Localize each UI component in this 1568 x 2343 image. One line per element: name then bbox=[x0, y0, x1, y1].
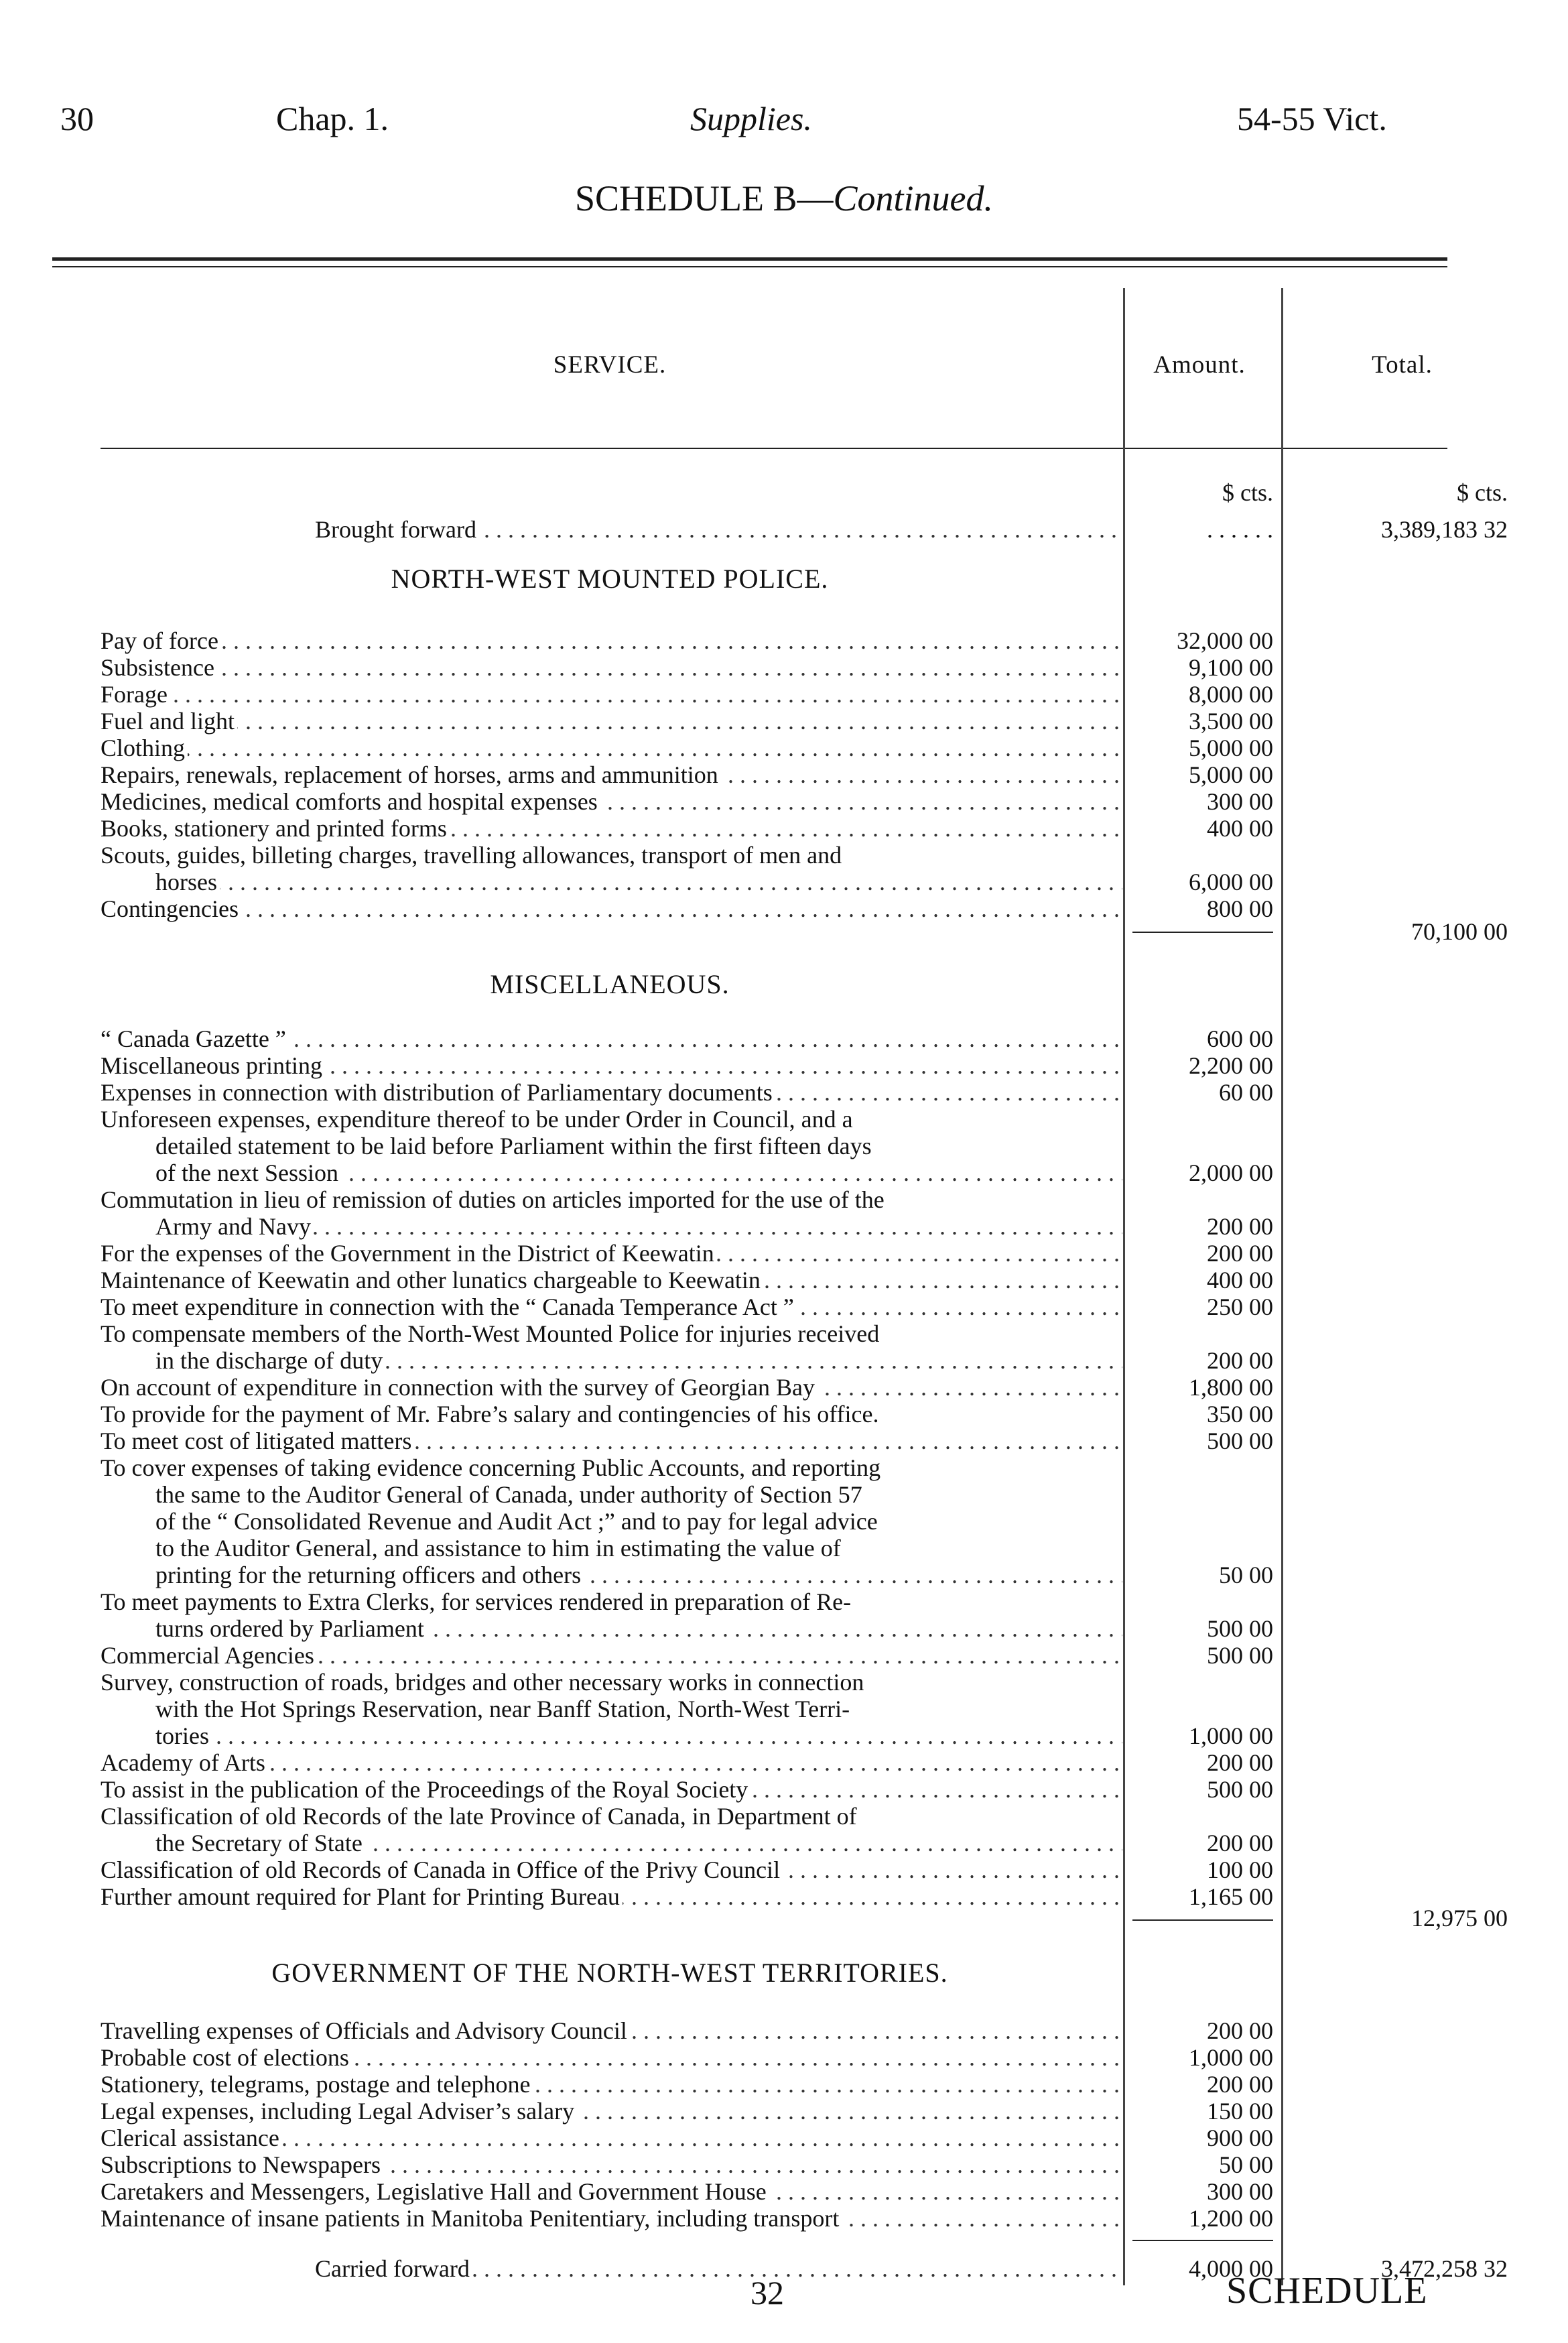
amount-cell: 5,000 00 bbox=[1189, 735, 1273, 761]
total-column-rule bbox=[1281, 288, 1283, 2285]
list-item-continued: tories . . . bbox=[155, 1722, 1122, 1749]
list-item-continued: printing for the returning officers and others . . . bbox=[155, 1562, 1122, 1588]
amount-cell: 32,000 00 bbox=[1177, 627, 1273, 654]
amount-cell: 1,800 00 bbox=[1189, 1374, 1273, 1401]
amount-cell: 9,100 00 bbox=[1189, 654, 1273, 681]
list-item: Stationery, telegrams, postage and telephone . . . bbox=[101, 2071, 1122, 2098]
section-title-nwmp: NORTH-WEST MOUNTED POLICE. bbox=[391, 564, 829, 594]
regnal-year: 54-55 Vict. bbox=[1237, 100, 1387, 137]
amount-cell: 800 00 bbox=[1207, 895, 1273, 922]
list-item: Repairs, renewals, replacement of horses, arms and ammunition . . . bbox=[101, 761, 1122, 788]
list-item: To provide for the payment of Mr. Fabre’s salary and contingencies of his office. bbox=[101, 1401, 1122, 1428]
list-item-continued: the Secretary of State . . . bbox=[155, 1830, 1122, 1856]
list-item: For the expenses of the Government in the District of Keewatin . . . bbox=[101, 1240, 1122, 1267]
list-item: Survey, construction of roads, bridges and other necessary works in connection bbox=[101, 1669, 1122, 1696]
total-units: $ cts. bbox=[1457, 479, 1508, 506]
list-item: Academy of Arts . . . bbox=[101, 1749, 1122, 1776]
header-rule bbox=[101, 448, 1447, 449]
list-item-continued: of the next Session . . . bbox=[155, 1159, 1122, 1186]
carried-forward-amount: 4,000 00 bbox=[1189, 2255, 1273, 2282]
schedule-title-main: SCHEDULE B— bbox=[574, 178, 834, 218]
list-item: To assist in the publication of the Proceedings of the Royal Society . . . bbox=[101, 1776, 1122, 1803]
section-total-misc: 12,975 00 bbox=[1411, 1905, 1508, 1932]
list-item: Expenses in connection with distribution of Parliamentary documents . . . bbox=[101, 1079, 1122, 1106]
list-item-continued: detailed statement to be laid before Parliament within the first fifteen days bbox=[155, 1133, 1122, 1159]
list-item: Caretakers and Messengers, Legislative Hall and Government House . . . bbox=[101, 2178, 1122, 2205]
amount-units: $ cts. bbox=[1222, 479, 1273, 506]
carried-forward-rule bbox=[1132, 2240, 1273, 2241]
list-item: “ Canada Gazette ” . . . bbox=[101, 1025, 1122, 1052]
amount-cell: 200 00 bbox=[1207, 2017, 1273, 2044]
amount-cell: 500 00 bbox=[1207, 1642, 1273, 1669]
amount-cell: 350 00 bbox=[1207, 1401, 1273, 1428]
schedule-title bbox=[0, 178, 1568, 219]
brought-forward-label: Brought forward . . . bbox=[315, 516, 1122, 543]
catchword: SCHEDULE bbox=[1226, 2270, 1428, 2312]
amount-cell: 200 00 bbox=[1207, 1347, 1273, 1374]
list-item: To cover expenses of taking evidence concerning Public Accounts, and reporting bbox=[101, 1454, 1122, 1481]
amount-cell: 900 00 bbox=[1207, 2125, 1273, 2151]
amount-cell: 600 00 bbox=[1207, 1025, 1273, 1052]
column-header-amount: Amount. bbox=[1153, 351, 1246, 379]
amount-cell: 1,200 00 bbox=[1189, 2205, 1273, 2232]
list-item: To meet payments to Extra Clerks, for services rendered in preparation of Re- bbox=[101, 1588, 1122, 1615]
list-item: To meet expenditure in connection with the “ Canada Temperance Act ” . . . bbox=[101, 1293, 1122, 1320]
column-header-service: SERVICE. bbox=[553, 351, 667, 379]
column-header-total: Total. bbox=[1372, 351, 1433, 379]
amount-cell: 500 00 bbox=[1207, 1615, 1273, 1642]
amount-cell: 200 00 bbox=[1207, 1749, 1273, 1776]
chapter-label: Chap. 1. bbox=[276, 100, 389, 137]
amount-cell: 60 00 bbox=[1219, 1079, 1273, 1106]
list-item: Legal expenses, including Legal Adviser’s salary . . . bbox=[101, 2098, 1122, 2125]
amount-cell: 400 00 bbox=[1207, 815, 1273, 842]
list-item: Subsistence . . . bbox=[101, 654, 1122, 681]
list-item: Probable cost of elections . . . bbox=[101, 2044, 1122, 2071]
top-rule bbox=[52, 257, 1447, 261]
page-number: 30 bbox=[60, 100, 94, 137]
list-item-continued: the same to the Auditor General of Canada, under authority of Section 57 bbox=[155, 1481, 1122, 1508]
list-item: Travelling expenses of Officials and Advisory Council . . . bbox=[101, 2017, 1122, 2044]
amount-cell: 500 00 bbox=[1207, 1776, 1273, 1803]
brought-forward-total: 3,389,183 32 bbox=[1381, 516, 1508, 543]
list-item: Maintenance of insane patients in Manitoba Penitentiary, including transport . . . bbox=[101, 2205, 1122, 2232]
list-item-continued: to the Auditor General, and assistance to him in estimating the value of bbox=[155, 1535, 1122, 1562]
amount-cell: 200 00 bbox=[1207, 1830, 1273, 1856]
amount-cell: 6,000 00 bbox=[1189, 869, 1273, 895]
amount-cell: 200 00 bbox=[1207, 1240, 1273, 1267]
list-item-continued: turns ordered by Parliament . . . bbox=[155, 1615, 1122, 1642]
amount-cell: 400 00 bbox=[1207, 1267, 1273, 1293]
list-item: Subscriptions to Newspapers . . . bbox=[101, 2151, 1122, 2178]
carried-forward-label: Carried forward . . . bbox=[315, 2255, 1122, 2282]
list-item: Classification of old Records of Canada in Office of the Privy Council . . . bbox=[101, 1856, 1122, 1883]
section-title-nwt: GOVERNMENT OF THE NORTH-WEST TERRITORIES. bbox=[271, 1958, 948, 1988]
amount-cell: 2,200 00 bbox=[1189, 1052, 1273, 1079]
amount-cell: 8,000 00 bbox=[1189, 681, 1273, 708]
list-item: Medicines, medical comforts and hospital expenses . . . bbox=[101, 788, 1122, 815]
list-item: Scouts, guides, billeting charges, travelling allowances, transport of men and bbox=[101, 842, 1122, 869]
list-item: Contingencies . . . bbox=[101, 895, 1122, 922]
list-item: Miscellaneous printing . . . bbox=[101, 1052, 1122, 1079]
amount-cell: 250 00 bbox=[1207, 1293, 1273, 1320]
carried-forward-total: 3,472,258 32 bbox=[1381, 2255, 1508, 2282]
amount-cell: 50 00 bbox=[1219, 2151, 1273, 2178]
subtotal-rule bbox=[1132, 1919, 1273, 1921]
amount-cell: 300 00 bbox=[1207, 2178, 1273, 2205]
list-item: To compensate members of the North-West Mounted Police for injuries received bbox=[101, 1320, 1122, 1347]
subtotal-rule bbox=[1132, 932, 1273, 933]
list-item: Clerical assistance . . . bbox=[101, 2125, 1122, 2151]
list-item: Further amount required for Plant for Printing Bureau . . . bbox=[101, 1883, 1122, 1910]
list-item: To meet cost of litigated matters . . . bbox=[101, 1428, 1122, 1454]
list-item: Classification of old Records of the late Province of Canada, in Department of bbox=[101, 1803, 1122, 1830]
list-item: Forage . . . bbox=[101, 681, 1122, 708]
top-rule-thin bbox=[52, 266, 1447, 267]
list-item: Fuel and light . . . bbox=[101, 708, 1122, 735]
amount-cell: 200 00 bbox=[1207, 2071, 1273, 2098]
list-item-continued: horses . . . bbox=[155, 869, 1122, 895]
list-item: Commutation in lieu of remission of duties on articles imported for the use of the bbox=[101, 1186, 1122, 1213]
amount-cell: 1,165 00 bbox=[1189, 1883, 1273, 1910]
section-total-nwmp: 70,100 00 bbox=[1411, 918, 1508, 945]
running-title: Supplies. bbox=[690, 100, 812, 137]
list-item: On account of expenditure in connection with the survey of Georgian Bay . . . bbox=[101, 1374, 1122, 1401]
list-item: Commercial Agencies . . . bbox=[101, 1642, 1122, 1669]
brought-forward-amount: . . . . . . bbox=[1207, 516, 1273, 543]
signature-mark: 32 bbox=[750, 2274, 784, 2312]
list-item: Pay of force . . . bbox=[101, 627, 1122, 654]
amount-cell: 50 00 bbox=[1219, 1562, 1273, 1588]
list-item: Clothing . . . bbox=[101, 735, 1122, 761]
amount-cell: 100 00 bbox=[1207, 1856, 1273, 1883]
list-item-continued: in the discharge of duty . . . bbox=[155, 1347, 1122, 1374]
schedule-title-continued: Continued. bbox=[833, 178, 993, 218]
list-item-continued: with the Hot Springs Reservation, near Banff Station, North-West Terri- bbox=[155, 1696, 1122, 1722]
list-item-continued: Army and Navy . . . bbox=[155, 1213, 1122, 1240]
amount-cell: 2,000 00 bbox=[1189, 1159, 1273, 1186]
amount-cell: 500 00 bbox=[1207, 1428, 1273, 1454]
amount-cell: 200 00 bbox=[1207, 1213, 1273, 1240]
list-item: Books, stationery and printed forms . . . bbox=[101, 815, 1122, 842]
list-item: Unforeseen expenses, expenditure thereof to be under Order in Council, and a bbox=[101, 1106, 1122, 1133]
list-item: Maintenance of Keewatin and other lunatics chargeable to Keewatin . . . bbox=[101, 1267, 1122, 1293]
amount-cell: 1,000 00 bbox=[1189, 1722, 1273, 1749]
amount-cell: 5,000 00 bbox=[1189, 761, 1273, 788]
amount-cell: 1,000 00 bbox=[1189, 2044, 1273, 2071]
amount-cell: 150 00 bbox=[1207, 2098, 1273, 2125]
amount-column-rule bbox=[1123, 288, 1125, 2285]
list-item-continued: of the “ Consolidated Revenue and Audit Act ;” and to pay for legal advice bbox=[155, 1508, 1122, 1535]
amount-cell: 300 00 bbox=[1207, 788, 1273, 815]
amount-cell: 3,500 00 bbox=[1189, 708, 1273, 735]
section-title-misc: MISCELLANEOUS. bbox=[490, 969, 730, 999]
